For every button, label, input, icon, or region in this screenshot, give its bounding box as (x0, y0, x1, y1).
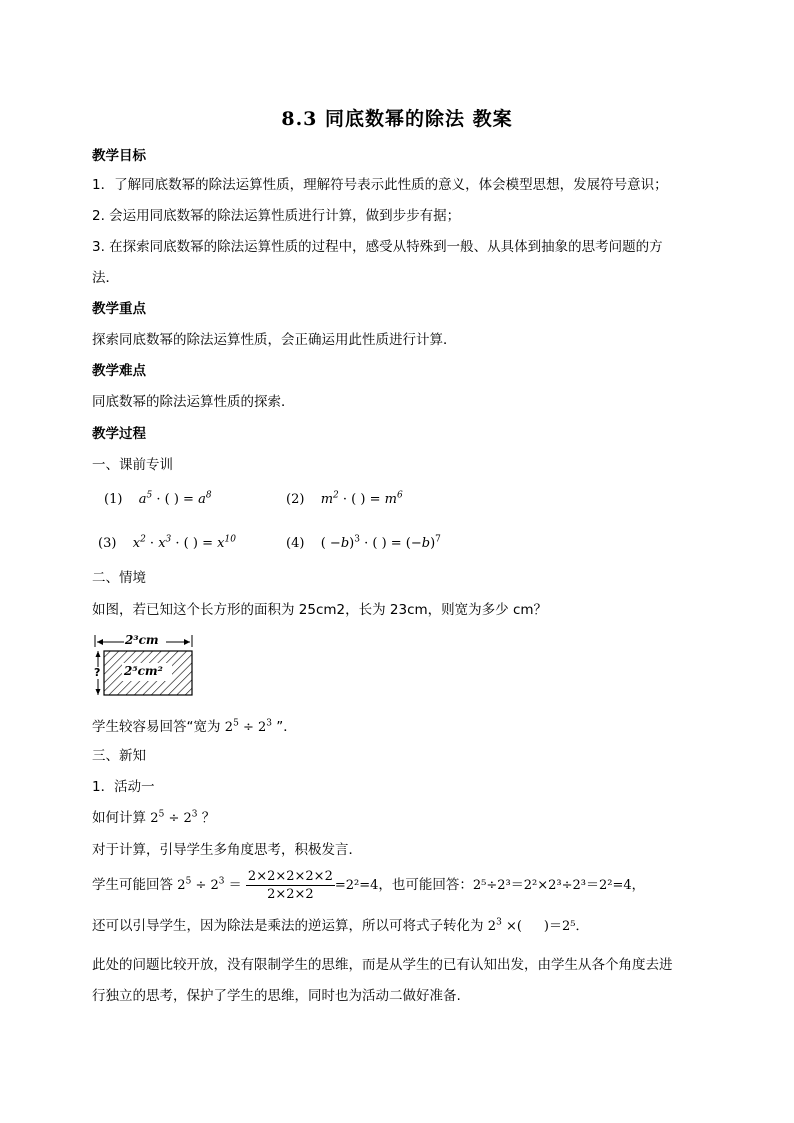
key-points-heading: 教学重点 (92, 301, 146, 317)
activity-1-title: 1．活动一 (92, 779, 155, 795)
section-3-title: 三、新知 (92, 748, 146, 764)
section-2-title: 二、情境 (92, 570, 146, 586)
situation-text: 如图，若已知这个长方形的面积为 25cm2，长为 23cm，则宽为多少 cm？ (92, 602, 548, 618)
guide-2: 还可以引导学生，因为除法是乘法的逆运算，所以可将式子转化为 $2^3$ ×( )＝2⁵． (92, 917, 589, 934)
key-points-text: 探索同底数幂的除法运算性质，会正确运用此性质进行计算． (92, 332, 457, 348)
process-heading: 教学过程 (92, 426, 146, 442)
fraction-numerator: 2×2×2×2×2 (247, 868, 333, 884)
objective-item-1: 1．了解同底数幂的除法运算性质，理解符号表示此性质的意义，体会模型思想，发展符号意识； (92, 177, 668, 193)
paragraph-line-1: 此处的问题比较开放，没有限制学生的思维，而是从学生的已有认知出发，由学生从各个角度去进 (92, 957, 673, 973)
exercise-2-label: (2) (286, 492, 305, 507)
guide-text: 对于计算，引导学生多角度思考，积极发言． (92, 842, 362, 858)
section-1-title: 一、课前专训 (92, 457, 173, 473)
page-title: 8.3 同底数幂的除法 教案 (281, 108, 513, 130)
student-answer: 学生较容易回答“宽为 $2^5 \div 2^3$ ”． (92, 718, 297, 735)
objective-item-3: 3. 在探索同底数幂的除法运算性质的过程中，感受从特殊到一般、从具体到抽象的思考问题的方 (92, 239, 663, 255)
fraction-denominator: 2×2×2 (267, 886, 314, 902)
objective-item-3-cont: 法． (92, 270, 119, 286)
exercise-2: (2) $m^2$ · ( ) = $m^6$ (286, 490, 403, 507)
fraction (246, 868, 335, 903)
figure-inner-label: 2⁵cm² (124, 664, 163, 678)
exercise-3-label: (3) (98, 536, 117, 551)
figure-top-label: 2³cm (125, 633, 159, 647)
objectives-heading: 教学目标 (92, 148, 146, 164)
objective-item-2: 2. 会运用同底数幂的除法运算性质进行计算，做到步步有据； (92, 208, 461, 224)
figure-side-label: ? (94, 666, 101, 679)
exercise-1: (1) $a^5$ · ( ) = $a^8$ (104, 490, 212, 507)
exercise-1-label: (1) (104, 492, 123, 507)
exercise-4-label: (4) (286, 536, 305, 551)
exercise-4: (4) ( −b)$^3$ · ( ) = $(-b)^7$ (286, 534, 441, 551)
rectangle-figure (94, 633, 194, 701)
exercise-3: (3) $x^2 \cdot x^3$ · ( ) = $x^{10}$ (98, 534, 236, 551)
difficulties-heading: 教学难点 (92, 363, 146, 379)
paragraph-line-2: 行独立的思考，保护了学生的思维，同时也为活动二做好准备. (92, 988, 461, 1004)
may-answer-line: 学生可能回答 $2^5 \div 2^3$ ＝ $\frac{2\times 2\times 2\times 2\times 2}{2\times 2\times 2}$ =2²=4，也可能回答：2⁵÷2³＝2²×2³÷2³＝2²=4， (92, 868, 645, 902)
how-compute: 如何计算 $2^5 \div 2^3$ ？ (92, 809, 216, 826)
difficulties-text: 同底数幂的除法运算性质的探索． (92, 394, 295, 410)
